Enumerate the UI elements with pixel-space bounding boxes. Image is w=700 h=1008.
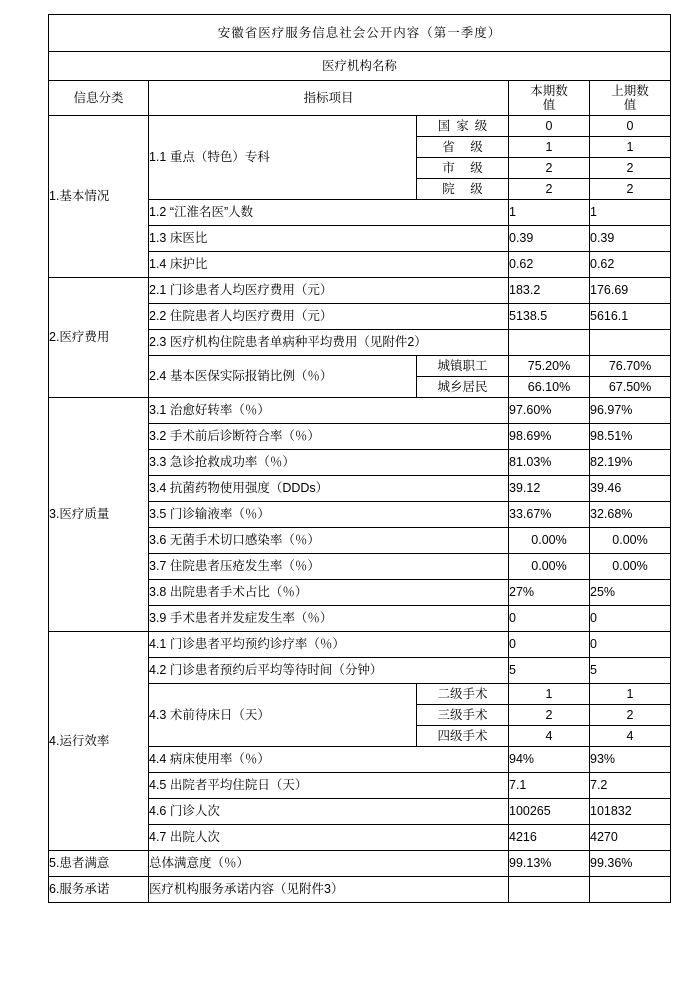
col-header-previous-line1: 上期数	[611, 83, 649, 98]
indicator-sub-label: 城镇职工	[417, 356, 509, 377]
value-previous: 82.19%	[590, 450, 671, 476]
table-row	[49, 398, 671, 424]
value-previous: 32.68%	[590, 502, 671, 528]
value-current: 98.69%	[509, 424, 590, 450]
indicator-label: 3.4 抗菌药物使用强度（DDDs）	[149, 476, 509, 502]
indicator-label: 医疗机构服务承诺内容（见附件3）	[149, 877, 509, 903]
value-current: 0.39	[509, 226, 590, 252]
value-previous: 5	[590, 658, 671, 684]
value-previous: 93%	[590, 747, 671, 773]
value-previous: 1	[590, 137, 671, 158]
category-label: 6.服务承诺	[49, 877, 149, 903]
value-current: 39.12	[509, 476, 590, 502]
value-previous	[590, 877, 671, 903]
value-previous: 0	[590, 632, 671, 658]
value-current: 2	[509, 705, 590, 726]
org-header-row	[49, 52, 671, 81]
value-previous: 0	[590, 606, 671, 632]
table-row	[49, 877, 671, 903]
indicator-label: 3.5 门诊输液率（％）	[149, 502, 509, 528]
category-label: 2.医疗费用	[49, 278, 149, 398]
value-current: 0.00%	[509, 554, 590, 580]
value-current: 97.60%	[509, 398, 590, 424]
public-disclosure-table	[48, 14, 671, 903]
value-current: 27%	[509, 580, 590, 606]
indicator-label: 4.1 门诊患者平均预约诊疗率（％）	[149, 632, 509, 658]
category-label: 4.运行效率	[49, 632, 149, 851]
value-current: 66.10%	[509, 377, 590, 398]
indicator-label: 3.8 出院患者手术占比（％）	[149, 580, 509, 606]
indicator-sub-label: 四级手术	[417, 726, 509, 747]
value-current: 1	[509, 684, 590, 705]
value-current: 0	[509, 606, 590, 632]
value-previous: 2	[590, 705, 671, 726]
indicator-label: 总体满意度（％）	[149, 851, 509, 877]
value-previous: 5616.1	[590, 304, 671, 330]
category-label: 5.患者满意	[49, 851, 149, 877]
indicator-label: 3.1 治愈好转率（％）	[149, 398, 509, 424]
value-previous: 4	[590, 726, 671, 747]
indicator-label: 1.2 “江淮名医”人数	[149, 200, 509, 226]
indicator-label: 2.4 基本医保实际报销比例（％）	[149, 356, 417, 398]
value-current: 2	[509, 158, 590, 179]
indicator-label: 4.5 出院者平均住院日（天）	[149, 773, 509, 799]
value-current: 75.20%	[509, 356, 590, 377]
category-label: 3.医疗质量	[49, 398, 149, 632]
value-current: 0	[509, 632, 590, 658]
value-previous: 101832	[590, 799, 671, 825]
indicator-sub-label: 省 级	[417, 137, 509, 158]
document-title: 安徽省医疗服务信息社会公开内容（第一季度）	[49, 15, 671, 52]
indicator-label: 2.3 医疗机构住院患者单病种平均费用（见附件2）	[149, 330, 509, 356]
value-previous: 39.46	[590, 476, 671, 502]
value-current: 5138.5	[509, 304, 590, 330]
value-current: 4	[509, 726, 590, 747]
indicator-label: 4.2 门诊患者预约后平均等待时间（分钟）	[149, 658, 509, 684]
value-previous: 176.69	[590, 278, 671, 304]
indicator-sub-label: 城乡居民	[417, 377, 509, 398]
org-name-header: 医疗机构名称	[49, 52, 671, 81]
indicator-sub-label: 市 级	[417, 158, 509, 179]
value-current: 94%	[509, 747, 590, 773]
value-current: 0	[509, 116, 590, 137]
value-current: 5	[509, 658, 590, 684]
value-previous: 1	[590, 200, 671, 226]
value-current: 81.03%	[509, 450, 590, 476]
indicator-label: 3.2 手术前后诊断符合率（％）	[149, 424, 509, 450]
value-previous: 0.62	[590, 252, 671, 278]
col-header-previous	[590, 81, 671, 116]
indicator-label: 4.7 出院人次	[149, 825, 509, 851]
value-current: 100265	[509, 799, 590, 825]
value-current	[509, 877, 590, 903]
value-current: 2	[509, 179, 590, 200]
value-current: 33.67%	[509, 502, 590, 528]
col-header-current-line2: 值	[542, 98, 556, 112]
indicator-label: 1.4 床护比	[149, 252, 509, 278]
indicator-label: 3.6 无菌手术切口感染率（％）	[149, 528, 509, 554]
col-header-indicator: 指标项目	[149, 81, 509, 116]
indicator-sub-label: 三级手术	[417, 705, 509, 726]
indicator-label: 2.1 门诊患者人均医疗费用（元）	[149, 278, 509, 304]
indicator-label: 1.1 重点（特色）专科	[149, 116, 417, 200]
value-previous: 0.00%	[590, 528, 671, 554]
indicator-label: 4.6 门诊人次	[149, 799, 509, 825]
indicator-sub-label: 国家级	[417, 116, 509, 137]
col-header-category: 信息分类	[49, 81, 149, 116]
value-previous	[590, 330, 671, 356]
indicator-label: 4.3 术前待床日（天）	[149, 684, 417, 747]
value-previous: 96.97%	[590, 398, 671, 424]
value-previous: 1	[590, 684, 671, 705]
value-current: 183.2	[509, 278, 590, 304]
table-row	[49, 278, 671, 304]
value-previous: 76.70%	[590, 356, 671, 377]
value-current: 1	[509, 137, 590, 158]
value-previous: 0.00%	[590, 554, 671, 580]
value-current: 99.13%	[509, 851, 590, 877]
value-previous: 4270	[590, 825, 671, 851]
value-previous: 0	[590, 116, 671, 137]
indicator-label: 3.9 手术患者并发症发生率（％）	[149, 606, 509, 632]
value-previous: 2	[590, 158, 671, 179]
indicator-sub-label: 二级手术	[417, 684, 509, 705]
table-row	[49, 632, 671, 658]
indicator-label: 2.2 住院患者人均医疗费用（元）	[149, 304, 509, 330]
col-header-previous-line2: 值	[623, 98, 637, 112]
value-current: 1	[509, 200, 590, 226]
indicator-label: 3.7 住院患者压疮发生率（％）	[149, 554, 509, 580]
indicator-label: 4.4 病床使用率（％）	[149, 747, 509, 773]
value-previous: 67.50%	[590, 377, 671, 398]
table-row	[49, 851, 671, 877]
table-row	[49, 116, 671, 137]
value-previous: 2	[590, 179, 671, 200]
value-previous: 98.51%	[590, 424, 671, 450]
value-previous: 99.36%	[590, 851, 671, 877]
column-header-row	[49, 81, 671, 116]
value-current: 0.62	[509, 252, 590, 278]
col-header-current-line1: 本期数	[530, 83, 568, 98]
indicator-sub-label: 院 级	[417, 179, 509, 200]
value-current	[509, 330, 590, 356]
indicator-label: 3.3 急诊抢救成功率（％）	[149, 450, 509, 476]
col-header-current	[509, 81, 590, 116]
value-current: 4216	[509, 825, 590, 851]
indicator-label: 1.3 床医比	[149, 226, 509, 252]
category-label: 1.基本情况	[49, 116, 149, 278]
value-previous: 0.39	[590, 226, 671, 252]
table-title-row	[49, 15, 671, 52]
value-previous: 7.2	[590, 773, 671, 799]
value-current: 7.1	[509, 773, 590, 799]
value-current: 0.00%	[509, 528, 590, 554]
value-previous: 25%	[590, 580, 671, 606]
